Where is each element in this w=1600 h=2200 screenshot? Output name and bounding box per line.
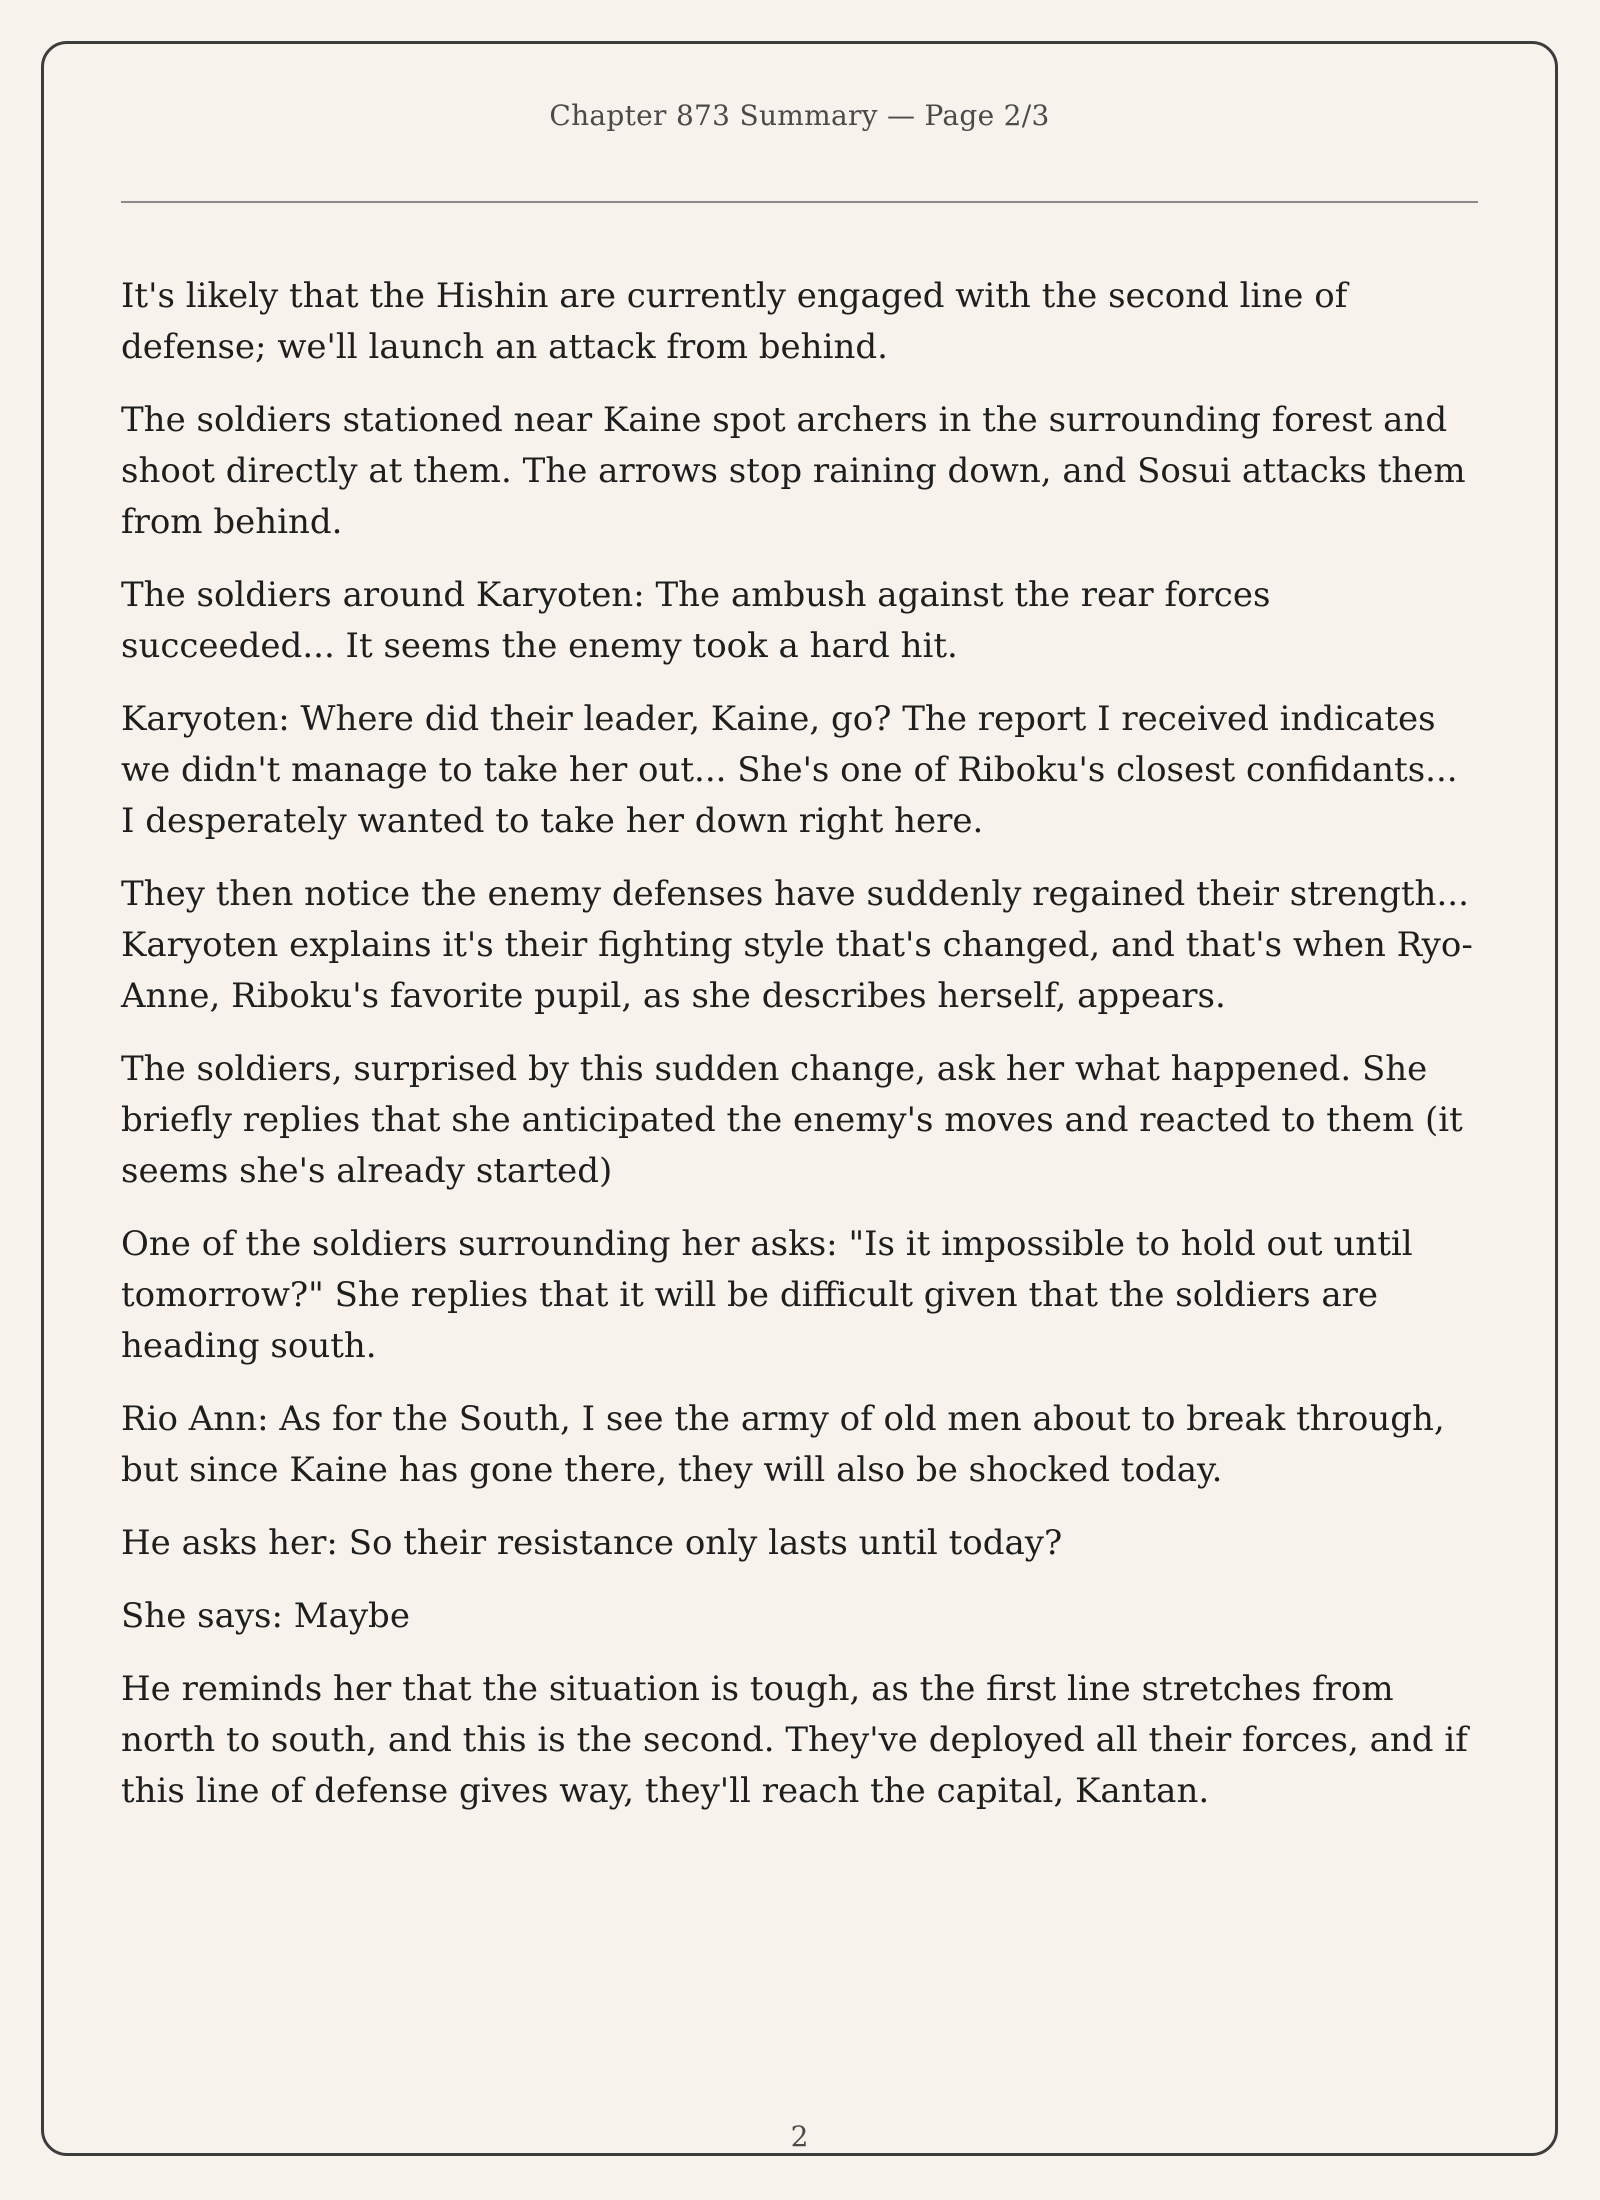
paragraph: Karyoten: Where did their leader, Kaine, go? The report I received indicates we didn't manage to take her out... She's one of Riboku's closest confidants... I desperately wanted to take her down right here. — [121, 699, 1458, 841]
header-divider — [121, 201, 1478, 203]
paragraph: One of the soldiers surrounding her asks: "Is it impossible to hold out until tomorrow?" She replies that it will be difficult given that the soldiers are heading south. — [121, 1224, 1413, 1366]
body-text — [121, 271, 1478, 1839]
paragraph: She says: Maybe — [121, 1596, 410, 1636]
paragraph: It's likely that the Hishin are currently engaged with the second line of defense; we'll launch an attack from behind. — [121, 276, 1348, 367]
paragraph: He reminds her that the situation is tough, as the first line stretches from north to south, and this is the second. They've deployed all their forces, and if this line of defense gives way, they'll reach the capital, Kantan. — [121, 1669, 1468, 1811]
document-page — [41, 41, 1558, 2156]
paragraph: He asks her: So their resistance only lasts until today? — [121, 1523, 1063, 1563]
paragraph: They then notice the enemy defenses have suddenly regained their strength... Karyoten explains it's their fighting style that's changed, and that's when Ryo-Anne, Riboku's favorite pupil, as she describes herself, appears. — [121, 874, 1473, 1016]
page-header: Chapter 873 Summary — Page 2/3 — [549, 99, 1050, 132]
paragraph: The soldiers stationed near Kaine spot archers in the surrounding forest and shoot directly at them. The arrows stop raining down, and Sosui attacks them from behind. — [121, 400, 1466, 542]
paragraph: Rio Ann: As for the South, I see the army of old men about to break through, but since Kaine has gone there, they will also be shocked today. — [121, 1399, 1445, 1490]
page-number: 2 — [790, 2120, 809, 2153]
paragraph: The soldiers around Karyoten: The ambush against the rear forces succeeded... It seems the enemy took a hard hit. — [121, 575, 1271, 666]
paragraph: The soldiers, surprised by this sudden change, ask her what happened. She briefly replies that she anticipated the enemy's moves and reacted to them (it seems she's already started) — [121, 1049, 1463, 1191]
